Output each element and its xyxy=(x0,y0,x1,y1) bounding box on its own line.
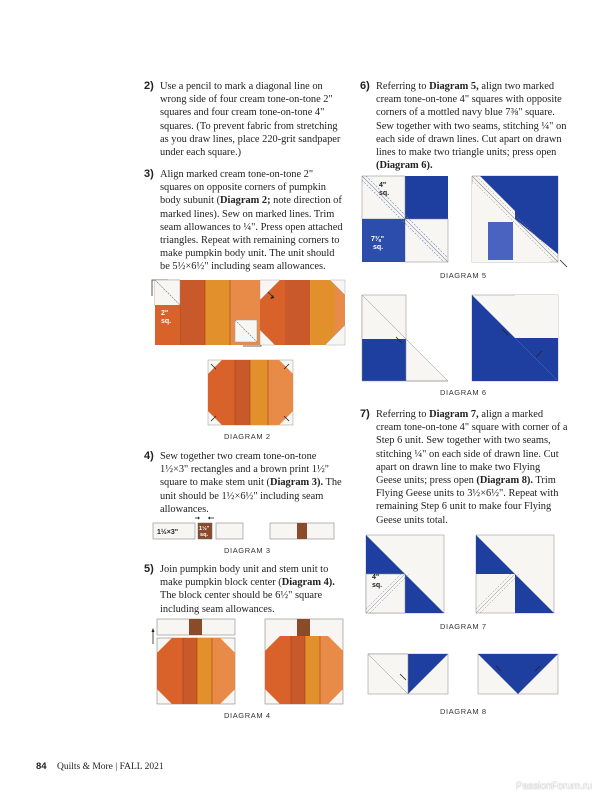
step-text: Referring to Diagram 7, align a marked cream tone-on-tone 4" square with corner of a Step 6 unit. Sew together with two seams, stitching ¼" on each side of drawn line. Cut apart on drawn line to make two Flying Geese units; press open (Diagram 8). Trim Flying Geese units to 3½×6½". Repeat with remaining Step 6 unit to make four Flying Geese units total. xyxy=(376,409,568,526)
step-number: 6) xyxy=(360,80,370,92)
step-6-unit-with-square-left xyxy=(366,535,444,613)
navy-square-with-cream-squares xyxy=(362,176,448,262)
diagram-4-caption: DIAGRAM 4 xyxy=(224,711,271,720)
step-3 xyxy=(144,168,345,274)
svg-text:sq.: sq. xyxy=(161,318,172,325)
step-text: Use a pencil to mark a diagonal line on wrong side of four cream tone-on-tone 2" squares and four cream tone-on-tone 4" squares. (To prevent fabric from stretching as you draw lines, place 220-grit sandpaper under each square.) xyxy=(160,81,341,159)
step-6-unit-cut-right xyxy=(476,535,554,613)
step-number: 7) xyxy=(360,408,370,420)
step-text: Join pumpkin body unit and stem unit to make pumpkin block center (Diagram 4). The block center should be 6½" square including seam allowances. xyxy=(160,564,335,615)
step-number: 5) xyxy=(144,563,154,575)
svg-text:sq.: sq. xyxy=(379,190,390,197)
pumpkin-body-unit-left xyxy=(152,280,261,346)
diagram-5-caption: DIAGRAM 5 xyxy=(440,271,487,280)
diagram-3 xyxy=(150,513,350,543)
page-footer: 84 Quilts & More | FALL 2021 xyxy=(36,761,164,772)
triangle-unit-left xyxy=(362,295,448,381)
triangle-unit-right xyxy=(472,295,558,381)
pumpkin-block-center xyxy=(265,619,343,704)
pumpkin-body-octagon xyxy=(208,360,293,425)
diagram-7 xyxy=(360,533,570,617)
step-6 xyxy=(360,80,568,172)
diagram-8-caption: DIAGRAM 8 xyxy=(440,707,487,716)
diagram-4 xyxy=(150,616,350,708)
issue: FALL 2021 xyxy=(119,762,164,772)
cut-triangle-units xyxy=(472,176,567,267)
diagram-7-caption: DIAGRAM 7 xyxy=(440,622,487,631)
step-number: 4) xyxy=(144,450,154,462)
diagram-6-caption: DIAGRAM 6 xyxy=(440,388,487,397)
diagram-2 xyxy=(150,280,350,430)
watermark: PassionForum.ru xyxy=(515,781,592,792)
label-4-sq: 4" xyxy=(379,182,387,189)
magazine-name: Quilts & More xyxy=(56,762,113,772)
svg-text:sq.: sq. xyxy=(373,244,384,251)
step-4 xyxy=(144,450,345,516)
label-2-sq: 2" xyxy=(161,310,169,317)
flying-geese-left xyxy=(368,654,448,694)
step-5 xyxy=(144,563,345,616)
pumpkin-body-unit-right xyxy=(260,280,345,345)
step-2 xyxy=(144,80,345,159)
diagram-5 xyxy=(360,174,570,266)
label-rect: 1½×3" xyxy=(157,529,179,536)
label-7-3-8-sq: 7⅜" xyxy=(371,236,385,243)
step-text: Align marked cream tone-on-tone 2" squares on opposite corners of pumpkin body subunit (Diagram 2; note direction of marked lines). Sew on marked lines. Trim seam allowances to ¼". Press open attached triangles. Repeat with remaining corners to make pumpkin body unit. The unit should be 5½×6½" including seam allowances. xyxy=(160,169,343,273)
step-7 xyxy=(360,408,568,527)
diagram-2-caption: DIAGRAM 2 xyxy=(224,432,271,441)
flying-geese-right xyxy=(478,654,558,694)
svg-text:sq.: sq. xyxy=(200,532,209,538)
step-text: Referring to Diagram 5, align two marked cream tone-on-tone 4" squares with opposite corners of a mottled navy blue 7⅜" square. Sew together with two seams, stitching ¼" on each side of drawn lines. Cut apart on drawn lines to make two triangle units; press open (Diagram 6). xyxy=(376,81,567,172)
diagram-3-caption: DIAGRAM 3 xyxy=(224,546,271,555)
step-number: 2) xyxy=(144,80,154,92)
step-number: 3) xyxy=(144,168,154,180)
body-unit-left xyxy=(157,638,235,704)
diagram-8 xyxy=(360,650,570,698)
diagram-6 xyxy=(360,293,570,383)
step-text: Sew together two cream tone-on-tone 1½×3" rectangles and a brown print 1½" square to make stem unit (Diagram 3). The unit should be 1½×6½" including seam allowances. xyxy=(160,451,342,515)
label-4-sq-d7: 4" xyxy=(372,574,380,581)
page-number: 84 xyxy=(36,761,47,772)
label-1-5-sq: 1½" xyxy=(199,526,210,532)
svg-text:sq.: sq. xyxy=(372,582,383,589)
